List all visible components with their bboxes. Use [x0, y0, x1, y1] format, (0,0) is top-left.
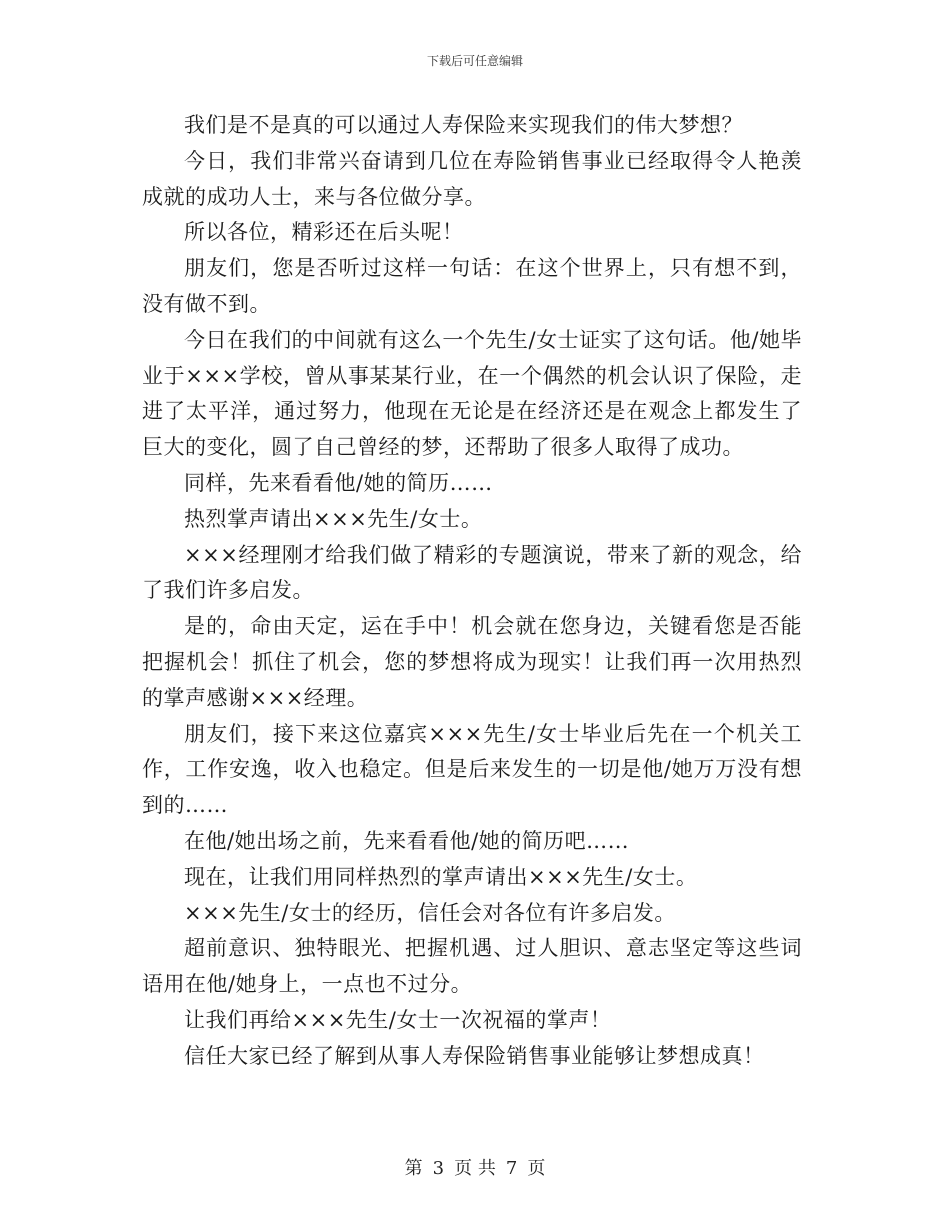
- paragraph: 朋友们，接下来这位嘉宾×××先生/女士毕业后先在一个机关工作，工作安逸，收入也稳定。但是后来发生的一切是他/她万万没有想到的……: [142, 721, 802, 818]
- paragraph: 在他/她出场之前，先来看看他/她的简历吧……: [184, 828, 630, 853]
- paragraph: 同样，先来看看他/她的简历……: [184, 470, 493, 495]
- paragraph: 热烈掌声请出×××先生/女士。: [184, 506, 483, 531]
- current-page-number: 3: [432, 1158, 445, 1179]
- paragraph: ×××经理刚才给我们做了精彩的专题演说，带来了新的观念，给了我们许多启发。: [142, 542, 802, 603]
- paragraph: 我们是不是真的可以通过人寿保险来实现我们的伟大梦想？: [184, 113, 743, 137]
- document-body: [142, 108, 802, 1075]
- paragraph: 信任大家已经了解到从事人寿保险销售事业能够让梦想成真！: [184, 1043, 765, 1068]
- paragraph: 现在，让我们用同样热烈的掌声请出×××先生/女士。: [184, 864, 698, 889]
- paragraph: 朋友们，您是否听过这样一句话：在这个世界上，只有想不到，没有做不到。: [142, 256, 802, 316]
- paragraph: 是的，命由天定，运在手中！机会就在您身边，关键看您是否能把握机会！抓住了机会，您的梦想将成为现实！让我们再一次用热烈的掌声感谢×××经理。: [142, 614, 802, 710]
- paragraph: ×××先生/女士的经历，信任会对各位有许多启发。: [184, 900, 676, 925]
- page-header: 下载后可任意编辑: [426, 54, 523, 68]
- paragraph: 今日，我们非常兴奋请到几位在寿险销售事业已经取得令人艳羡成就的成功人士，来与各位做分享。: [142, 148, 802, 209]
- page-footer: [0, 1154, 950, 1180]
- total-page-count: 7: [505, 1158, 518, 1179]
- paragraph: 今日在我们的中间就有这么一个先生/女士证实了这句话。他/她毕业于×××学校，曾从事某某行业，在一个偶然的机会认识了保险，走进了太平洋，通过努力，他现在无论是在经济还是在观念上都发生了巨大的变化，圆了自己曾经的梦，还帮助了很多人取得了成功。: [142, 327, 802, 460]
- footer-suffix: 页: [527, 1158, 546, 1179]
- paragraph: 所以各位，精彩还在后头呢！: [184, 220, 464, 245]
- footer-prefix: 第: [404, 1158, 423, 1179]
- footer-middle: 页 共: [454, 1158, 496, 1179]
- paragraph: 让我们再给×××先生/女士一次祝福的掌声！: [184, 1007, 612, 1032]
- paragraph: 超前意识、独特眼光、把握机遇、过人胆识、意志坚定等这些词语用在他/她身上，一点也不过分。: [142, 936, 802, 997]
